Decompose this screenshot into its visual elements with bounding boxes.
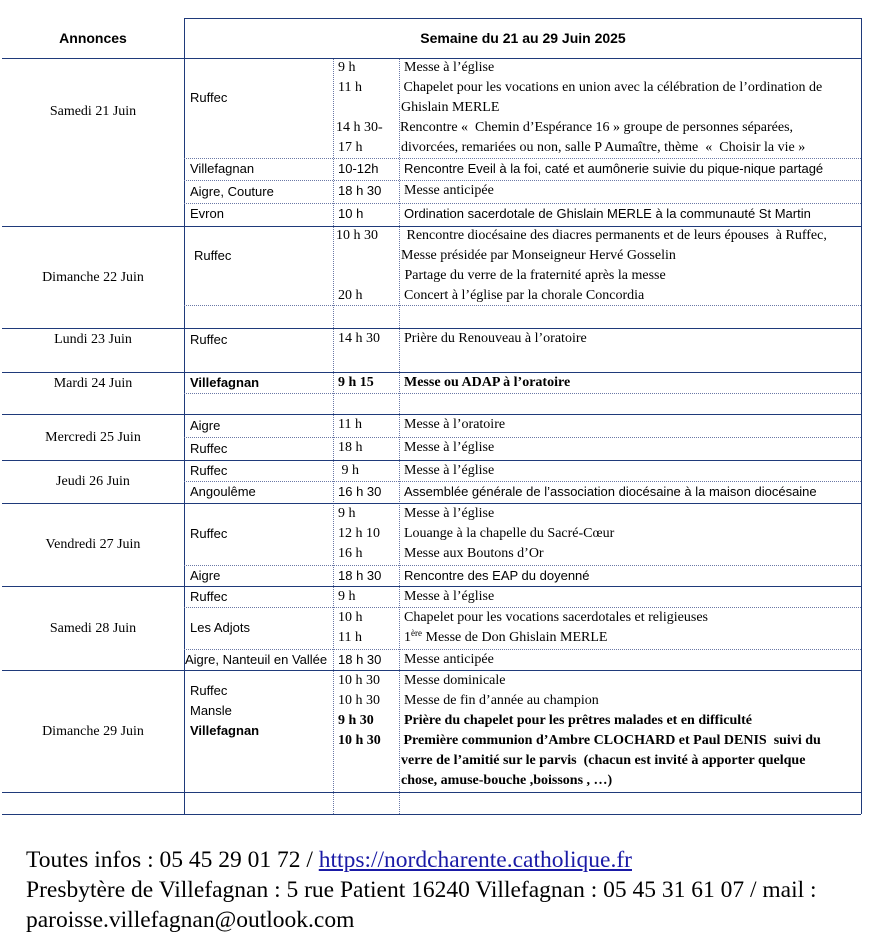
table-right-border [861, 18, 862, 814]
place-cell: Mansle [190, 703, 232, 718]
event-cell: Assemblée générale de l’association diocésaine à la maison diocésaine [404, 484, 817, 499]
place-cell: Angoulême [190, 484, 256, 499]
time-cell: 11 h [338, 630, 362, 645]
event-cell: Messe à l’église [404, 506, 495, 521]
event-cell: chose, amuse-bouche ,boissons , …) [401, 773, 613, 788]
event-cell: Messe de fin d’année au champion [404, 693, 599, 708]
time-cell: 10-12h [338, 161, 379, 176]
time-cell: 9 h [338, 506, 356, 521]
place-cell: Ruffec [190, 463, 228, 478]
place-cell: Villefagnan [190, 723, 260, 738]
event-cell: verre de l’amitié sur le parvis (chacun est invité à apporter quelque [401, 753, 806, 768]
place-cell: Aigre [190, 418, 221, 433]
time-cell: 10 h [338, 206, 364, 221]
event-cell: Messe présidée par Monseigneur Hervé Gosselin [401, 248, 676, 263]
event-cell: Ghislain MERLE [401, 100, 500, 115]
event-cell: Messe à l’église [404, 463, 495, 478]
event-cell: Première communion d’Ambre CLOCHARD et Paul DENIS suivi du [400, 733, 821, 748]
event-cell: Messe à l’église [404, 589, 495, 604]
time-cell: 10 h 30 [338, 693, 380, 708]
place-cell: Les Adjots [190, 620, 250, 635]
day-label: Mardi 24 Juin [53, 376, 133, 391]
ordinal-suffix: ère [411, 628, 422, 638]
time-cell: 9 h [338, 589, 356, 604]
time-cell: 10 h 30 [336, 228, 378, 243]
event-cell: divorcées, remariées ou non, salle P Aumaître, thème « Choisir la vie » [401, 140, 806, 155]
day-label: Mercredi 25 Juin [45, 429, 141, 445]
day-label: Dimanche 29 Juin [42, 723, 144, 739]
time-cell: 16 h 30 [338, 484, 382, 499]
header-week: Semaine du 21 au 29 Juin 2025 [420, 30, 626, 46]
time-cell: 20 h [338, 288, 363, 303]
footer-email: paroisse.villefagnan@outlook.com [26, 907, 355, 933]
row-rule [184, 393, 861, 394]
table-bottom-rule [2, 792, 861, 793]
day-label: Lundi 23 Juin [54, 332, 132, 347]
event-text: Messe de Don Ghislain MERLE [422, 630, 608, 645]
header-announcements: Annonces [59, 30, 127, 46]
place-cell: Aigre, Nanteuil en Vallée [185, 652, 328, 667]
time-cell: 9 h [338, 463, 359, 478]
time-cell: 11 h [338, 80, 362, 95]
footer-phone: Toutes infos : 05 45 29 01 72 / [26, 847, 319, 873]
time-cell: 11 h [338, 417, 362, 432]
event-cell: Rencontre diocésaine des diacres permanents et de leurs épouses à Ruffec, [403, 228, 827, 243]
event-cell: Prière du chapelet pour les prêtres malades et en difficulté [404, 713, 752, 728]
event-cell [404, 628, 607, 648]
time-cell: 18 h 30 [338, 183, 382, 198]
day-label: Samedi 21 Juin [49, 104, 137, 119]
place-cell: Aigre [190, 568, 221, 583]
row-rule [184, 180, 861, 181]
place-cell: Ruffec [190, 589, 228, 604]
event-cell: Messe à l’oratoire [404, 417, 506, 432]
time-cell: 14 h 30- [336, 120, 383, 135]
event-cell: Partage du verre de la fraternité après la messe [401, 268, 666, 283]
ordinal-number: 1 [404, 630, 411, 645]
time-cell: 18 h 30 [338, 652, 382, 667]
place-cell: Villefagnan [190, 161, 255, 176]
event-cell: Messe à l’église [404, 60, 495, 75]
time-cell: 9 h 15 [338, 375, 374, 390]
event-cell: Ordination sacerdotale de Ghislain MERLE à la communauté St Martin [404, 206, 811, 221]
time-cell: 18 h 30 [338, 568, 382, 583]
footer-info-line [26, 845, 632, 875]
place-cell: Ruffec [190, 332, 228, 347]
place-cell: Ruffec [190, 441, 228, 456]
time-cell: 10 h 30 [338, 733, 381, 748]
row-rule [184, 437, 861, 438]
place-cell: Aigre, Couture [190, 184, 274, 199]
table-bottom-border [2, 814, 861, 815]
event-cell: Messe dominicale [404, 673, 506, 688]
place-cell: Evron [190, 206, 224, 221]
event-cell: Prière du Renouveau à l’oratoire [404, 331, 587, 346]
day-label: Samedi 28 Juin [49, 620, 137, 636]
event-cell: Rencontre Eveil à la foi, caté et aumônerie suivie du pique-nique partagé [404, 161, 824, 176]
time-cell: 10 h [338, 610, 363, 625]
place-cell: Ruffec [190, 683, 228, 698]
time-cell: 17 h [338, 140, 363, 155]
time-cell: 10 h 30 [338, 673, 380, 688]
time-cell: 16 h [338, 546, 363, 561]
event-cell: Chapelet pour les vocations en union avec la célébration de l’ordination de [400, 80, 823, 95]
place-cell: Villefagnan [190, 375, 260, 390]
time-cell: 18 h [338, 440, 363, 455]
event-cell: Louange à la chapelle du Sacré-Cœur [404, 526, 615, 541]
footer-presbytery: Presbytère de Villefagnan : 5 rue Patient 16240 Villefagnan : 05 45 31 61 07 / mail : [26, 877, 817, 903]
day-label: Jeudi 26 Juin [56, 474, 130, 489]
time-cell: 9 h [338, 60, 356, 75]
event-cell: Messe à l’église [404, 440, 495, 455]
column-divider-event [399, 58, 400, 814]
event-cell: Messe aux Boutons d’Or [404, 546, 544, 561]
event-cell: Rencontre « Chemin d’Espérance 16 » groupe de personnes séparées, [400, 120, 794, 135]
time-cell: 12 h 10 [338, 526, 380, 541]
column-divider-day [184, 18, 185, 814]
time-cell: 14 h 30 [338, 331, 380, 346]
event-cell: Rencontre des EAP du doyenné [404, 568, 590, 583]
place-cell: Ruffec [190, 90, 228, 105]
time-cell: 9 h 30 [338, 713, 374, 728]
event-cell: Messe anticipée [404, 652, 494, 667]
event-cell: Concert à l’église par la chorale Concordia [404, 288, 645, 303]
website-link[interactable]: https://nordcharente.catholique.fr [318, 847, 632, 873]
day-label: Dimanche 22 Juin [42, 269, 144, 285]
place-cell: Ruffec [190, 526, 228, 541]
day-label: Vendredi 27 Juin [45, 537, 141, 552]
event-cell: Chapelet pour les vocations sacerdotales et religieuses [404, 610, 709, 625]
place-cell: Ruffec [194, 248, 232, 263]
column-divider-time [333, 58, 334, 814]
event-cell: Messe ou ADAP à l’oratoire [404, 375, 571, 390]
event-cell: Messe anticipée [404, 183, 494, 198]
